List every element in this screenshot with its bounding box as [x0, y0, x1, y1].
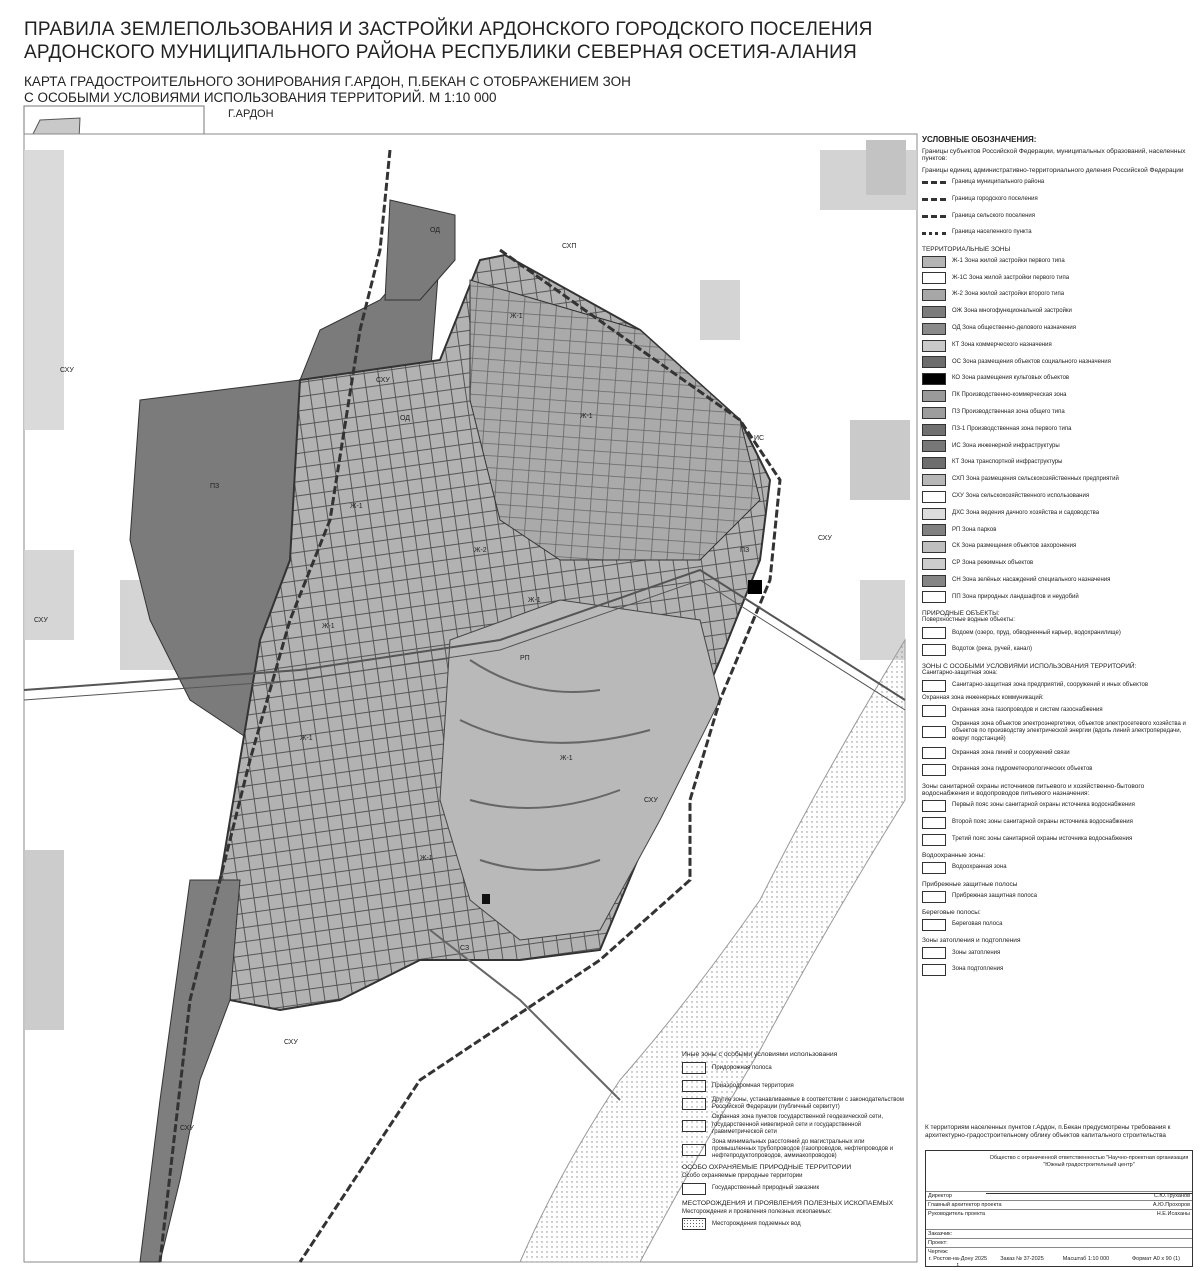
- legend-heading: УСЛОВНЫЕ ОБОЗНАЧЕНИЯ:: [922, 135, 1037, 144]
- zone-belt-2-swatch: [922, 817, 946, 829]
- map-label: ОД: [430, 227, 441, 234]
- legend-item: Государственный природный заказник: [682, 1181, 910, 1197]
- map-label: Ж-1: [580, 413, 593, 420]
- subtitle-line-1: КАРТА ГРАДОСТРОИТЕЛЬНОГО ЗОНИРОВАНИЯ Г.АРДОН, П.БЕКАН С ОТОБРАЖЕНИЕМ ЗОН: [24, 74, 631, 89]
- stamp-order: Заказ № 37-2025: [1000, 1256, 1044, 1262]
- zone-label: ОД Зона общественно-делового назначения: [952, 324, 1076, 331]
- water-body-swatch: [922, 627, 946, 639]
- legend-item: Придорожная полоса: [682, 1060, 910, 1076]
- legend-item: Охранная зона гидрометеорологических объектов: [922, 762, 1190, 779]
- legend-item: Зона подтопления: [922, 962, 1190, 979]
- legend-zone-item: [922, 287, 1190, 304]
- legend-item: Водоток (река, ручей, канал): [922, 642, 1190, 659]
- legend-water-supply-heading: Зоны санитарной охраны источников питьевого и хозяйственно-бытового водоснабжения и водопроводов питьевого назначения:: [922, 782, 1145, 798]
- zone-swatch: [922, 390, 946, 402]
- legend-item: Граница населенного пункта: [922, 225, 1190, 242]
- zone-label: СР Зона режимных объектов: [952, 560, 1034, 567]
- stamp-organization: Общество с ограниченной ответственностью "Научно-проектная организация "Южный градостроительный центр": [986, 1151, 1192, 1194]
- power-zone-swatch: [922, 726, 946, 738]
- legend-zone-item: [922, 270, 1190, 287]
- map-label: СХУ: [818, 535, 832, 542]
- title-block: [925, 1150, 1193, 1267]
- zone-swatch: [922, 457, 946, 469]
- map-label: ИС: [754, 435, 765, 442]
- map-label: Ж-1: [420, 855, 433, 862]
- geodesy-swatch: [682, 1120, 706, 1132]
- legend-item: Зона минимальных расстояний до магистральных или промышленных трубопроводов (газопроводов, нефтепроводов и нефтепродуктопроводов, аммиакопроводов): [682, 1139, 910, 1161]
- roadside-swatch: [682, 1062, 706, 1074]
- legend-zone-item: [922, 455, 1190, 472]
- reserve-swatch: [682, 1183, 706, 1195]
- shore-swatch: [922, 919, 946, 931]
- legend-item: Приаэродромная территория: [682, 1078, 910, 1094]
- boundary-line-icon: [922, 215, 946, 218]
- legend-item: Охранная зона линий и сооружений связи: [922, 745, 1190, 762]
- legend-waterprotect-heading: Водоохранные зоны:: [922, 852, 986, 860]
- map-label: Ж-1: [350, 503, 363, 510]
- appearance-note: К территориям населенных пунктов г.Ардон, п.Бекан предусмотрены требования к архитектурно-градостроительному облику объектов капитального строительства: [925, 1124, 1171, 1139]
- zone-swatch: [922, 575, 946, 587]
- other-zones-heading: Иные зоны с особыми условиями использования: [682, 1051, 838, 1058]
- legend-zone-item: [922, 371, 1190, 388]
- legend-item: Второй пояс зоны санитарной охраны источника водоснабжения: [922, 815, 1190, 832]
- zone-swatch: [922, 508, 946, 520]
- zone-label: ИС Зона инженерной инфраструктуры: [952, 442, 1060, 449]
- legend-zone-item: [922, 304, 1190, 321]
- stamp-project-row: Проект:: [926, 1238, 1192, 1248]
- stamp-scale: Масштаб 1:10 000: [1062, 1256, 1110, 1262]
- legend-zone-item: [922, 572, 1190, 589]
- legend-boundaries-heading: Границы субъектов Российской Федерации, муниципальных образований, населенных пунктов:: [922, 147, 1186, 163]
- flood-swatch: [922, 947, 946, 959]
- zone-swatch: [922, 272, 946, 284]
- zone-label: КТ Зона коммерческого назначения: [952, 341, 1052, 348]
- legend-special-heading: ЗОНЫ С ОСОБЫМИ УСЛОВИЯМИ ИСПОЛЬЗОВАНИЯ ТЕРРИТОРИЙ:: [922, 662, 1137, 670]
- zone-swatch: [922, 541, 946, 553]
- zone-swatch: [922, 340, 946, 352]
- boundary-line-icon: [922, 198, 946, 201]
- zone-label: Ж-1С Зона жилой застройки первого типа: [952, 274, 1070, 281]
- zone-belt-1-swatch: [922, 800, 946, 812]
- legend-zone-item: [922, 320, 1190, 337]
- servitude-swatch: [682, 1098, 706, 1110]
- stamp-role-row: Руководитель проекта Н.Е.Исаханы: [928, 1211, 1190, 1217]
- legend-zone-item: [922, 488, 1190, 505]
- legend-zone-item: [922, 438, 1190, 455]
- map-label: Ж-2: [474, 547, 487, 554]
- legend-item: Прибрежная защитная полоса: [922, 888, 1190, 905]
- legend-zone-item: [922, 472, 1190, 489]
- legend-item: Береговая полоса: [922, 917, 1190, 934]
- title-line-1: ПРАВИЛА ЗЕМЛЕПОЛЬЗОВАНИЯ И ЗАСТРОЙКИ АРДОНСКОГО ГОРОДСКОГО ПОСЕЛЕНИЯ: [24, 19, 873, 40]
- map-label: Ж-1: [560, 755, 573, 762]
- legend-item: Охранная зона газопроводов и систем газоснабжения: [922, 702, 1190, 719]
- map-label: Ж-1: [528, 597, 541, 604]
- hydromet-zone-swatch: [922, 764, 946, 776]
- legend-item: Водоохранная зона: [922, 860, 1190, 877]
- legend-zone-item: [922, 505, 1190, 522]
- overview-label-ardon: Г.АРДОН: [228, 108, 274, 120]
- coastal-swatch: [922, 891, 946, 903]
- legend-item: Третий пояс зоны санитарной охраны источника водоснабжения: [922, 831, 1190, 848]
- sanitary-zone-swatch: [922, 680, 946, 692]
- legend-item: Первый пояс зоны санитарной охраны источника водоснабжения: [922, 798, 1190, 815]
- waterprotect-swatch: [922, 862, 946, 874]
- zone-label: Ж-2 Зона жилой застройки второго типа: [952, 291, 1065, 298]
- legend-zone-list: [922, 253, 1190, 606]
- zone-belt-3-swatch: [922, 834, 946, 846]
- legend-zone-item: [922, 589, 1190, 606]
- map-label: СХУ: [284, 1039, 298, 1046]
- airfield-swatch: [682, 1080, 706, 1092]
- zone-label: ПЗ Производственная зона общего типа: [952, 408, 1065, 415]
- title-line-2: АРДОНСКОГО МУНИЦИПАЛЬНОГО РАЙОНА РЕСПУБЛИКИ СЕВЕРНАЯ ОСЕТИЯ-АЛАНИЯ: [24, 42, 857, 63]
- legend-shore-heading: Береговые полосы:: [922, 909, 981, 916]
- map-label: ОД: [400, 415, 411, 422]
- boundary-line-icon: [922, 232, 946, 235]
- legend-engineering-heading: Охранная зона инженерных коммуникаций:: [922, 694, 1044, 701]
- zone-label: Ж-1 Зона жилой застройки первого типа: [952, 257, 1065, 264]
- zone-label: ПЗ-1 Производственная зона первого типа: [952, 425, 1072, 432]
- legend-item: Зоны затопления: [922, 945, 1190, 962]
- map-label: СХУ: [376, 377, 390, 384]
- map-label: СХУ: [644, 797, 658, 804]
- legend-zones-heading: ТЕРРИТОРИАЛЬНЫЕ ЗОНЫ: [922, 245, 1011, 253]
- zone-label: СХП Зона размещения сельскохозяйственных предприятий: [952, 476, 1119, 483]
- map-label: СХП: [562, 243, 577, 250]
- legend-zone-item: [922, 388, 1190, 405]
- zone-label: СН Зона зелёных насаждений специального назначения: [952, 576, 1111, 583]
- zone-label: ДХС Зона ведения дачного хозяйства и садоводства: [952, 509, 1100, 516]
- zone-swatch: [922, 591, 946, 603]
- gas-zone-swatch: [922, 705, 946, 717]
- protected-heading: ОСОБО ОХРАНЯЕМЫЕ ПРИРОДНЫЕ ТЕРРИТОРИИ: [682, 1163, 852, 1171]
- zone-swatch: [922, 407, 946, 419]
- legend-coastal-heading: Прибрежные защитные полосы: [922, 880, 1018, 888]
- zone-swatch: [922, 558, 946, 570]
- zone-label: ОЖ Зона многофункциональной застройки: [952, 308, 1072, 315]
- zone-label: ПК Производственно-коммерческая зона: [952, 392, 1067, 399]
- legend-zone-item: [922, 354, 1190, 371]
- zone-swatch: [922, 474, 946, 486]
- legend-zone-item: [922, 337, 1190, 354]
- stamp-client-row: Заказчик:: [926, 1229, 1192, 1239]
- legend-item: Месторождения подземных вод: [682, 1216, 910, 1232]
- zone-label: КТ Зона транспортной инфраструктуры: [952, 459, 1063, 466]
- zone-swatch: [922, 356, 946, 368]
- communication-zone-swatch: [922, 747, 946, 759]
- stamp-role-row: Директор С.Ю.Труханов: [928, 1193, 1190, 1199]
- map-label: ПЗ: [210, 483, 220, 490]
- legend-item: Граница сельского поселения: [922, 208, 1190, 225]
- legend-natural-sub: Поверхностные водные объекты:: [922, 617, 1015, 624]
- stamp-role-row: Главный архитектор проекта А.Ю.Прохоров: [928, 1202, 1190, 1208]
- map-label: РП: [520, 655, 530, 662]
- map-legend: [922, 134, 1190, 979]
- map-label: СХУ: [180, 1125, 194, 1132]
- stamp-sheet-row: Чертеж:: [926, 1247, 1192, 1257]
- zone-swatch: [922, 440, 946, 452]
- legend-zone-item: [922, 253, 1190, 270]
- watercourse-swatch: [922, 644, 946, 656]
- legend-sanitary-heading: Санитарно-защитная зона:: [922, 670, 998, 677]
- map-label: Ж-1: [300, 735, 313, 742]
- zone-swatch: [922, 424, 946, 436]
- deposits-heading: МЕСТОРОЖДЕНИЯ И ПРОЯВЛЕНИЯ ПОЛЕЗНЫХ ИСКОПАЕМЫХ: [682, 1199, 894, 1207]
- legend-item: Граница городского поселения: [922, 191, 1190, 208]
- legend-zone-item: [922, 556, 1190, 573]
- extra-legend: [682, 1048, 910, 1234]
- zone-label: СХУ Зона сельскохозяйственного использования: [952, 492, 1090, 499]
- deposits-sub: Месторождения и проявления полезных ископаемых:: [682, 1209, 832, 1216]
- stamp-city: г. Ростов-на-Дону 2025 г.: [928, 1256, 988, 1268]
- legend-zone-item: [922, 522, 1190, 539]
- legend-item: Водоем (озеро, пруд, обводненный карьер, водохранилище): [922, 625, 1190, 642]
- zone-swatch: [922, 373, 946, 385]
- groundwater-swatch: [682, 1218, 706, 1230]
- legend-zone-item: [922, 539, 1190, 556]
- zone-label: СК Зона размещения объектов захоронения: [952, 543, 1077, 550]
- zone-label: КО Зона размещения культовых объектов: [952, 375, 1070, 382]
- map-label: СХУ: [60, 367, 74, 374]
- zone-label: ОС Зона размещения объектов социального назначения: [952, 358, 1111, 365]
- zone-swatch: [922, 306, 946, 318]
- pipeline-swatch: [682, 1144, 706, 1156]
- map-label: Ж-1: [510, 313, 523, 320]
- map-label: СЗ: [460, 945, 470, 952]
- legend-zone-item: [922, 421, 1190, 438]
- zone-swatch: [922, 256, 946, 268]
- stamp-format: Формат A0 x 90 (1): [1132, 1256, 1180, 1262]
- map-label: Ж-1: [322, 623, 335, 630]
- zone-swatch: [922, 323, 946, 335]
- zone-swatch: [922, 289, 946, 301]
- zone-swatch: [922, 524, 946, 536]
- legend-flood-heading: Зоны затопления и подтопления: [922, 937, 1021, 945]
- zone-label: ПП Зона природных ландшафтов и неудобий: [952, 593, 1079, 600]
- legend-boundaries-note: Границы единиц административно-территориального деления Российской Федерации: [922, 166, 1184, 174]
- legend-item: Граница муниципального района: [922, 174, 1190, 191]
- legend-natural-heading: ПРИРОДНЫЕ ОБЪЕКТЫ:: [922, 609, 1000, 617]
- legend-item: Санитарно-защитная зона предприятий, сооружений и иных объектов: [922, 678, 1190, 695]
- boundary-line-icon: [922, 181, 946, 184]
- protected-sub: Особо охраняемые природные территории: [682, 1173, 803, 1180]
- map-label: ПЗ: [740, 547, 750, 554]
- legend-item: Охранная зона объектов электроэнергетики, объектов электросетевого хозяйства и объектов по производству электрической энергии (вдоль линий электропередачи, вокруг подстанций): [922, 719, 1190, 745]
- zone-label: РП Зона парков: [952, 526, 997, 533]
- legend-item: Другие зоны, устанавливаемые в соответствии с законодательством Российской Федерации (публичный сервитут): [682, 1096, 910, 1112]
- legend-item: Охранная зона пунктов государственной геодезической сети, государственной нивелирной сети и государственной гравиметрической сети: [682, 1114, 910, 1136]
- map-label: СХУ: [34, 617, 48, 624]
- zone-swatch: [922, 491, 946, 503]
- underflood-swatch: [922, 964, 946, 976]
- subtitle-line-2: С ОСОБЫМИ УСЛОВИЯМИ ИСПОЛЬЗОВАНИЯ ТЕРРИТОРИЙ. М 1:10 000: [24, 90, 497, 105]
- legend-zone-item: [922, 404, 1190, 421]
